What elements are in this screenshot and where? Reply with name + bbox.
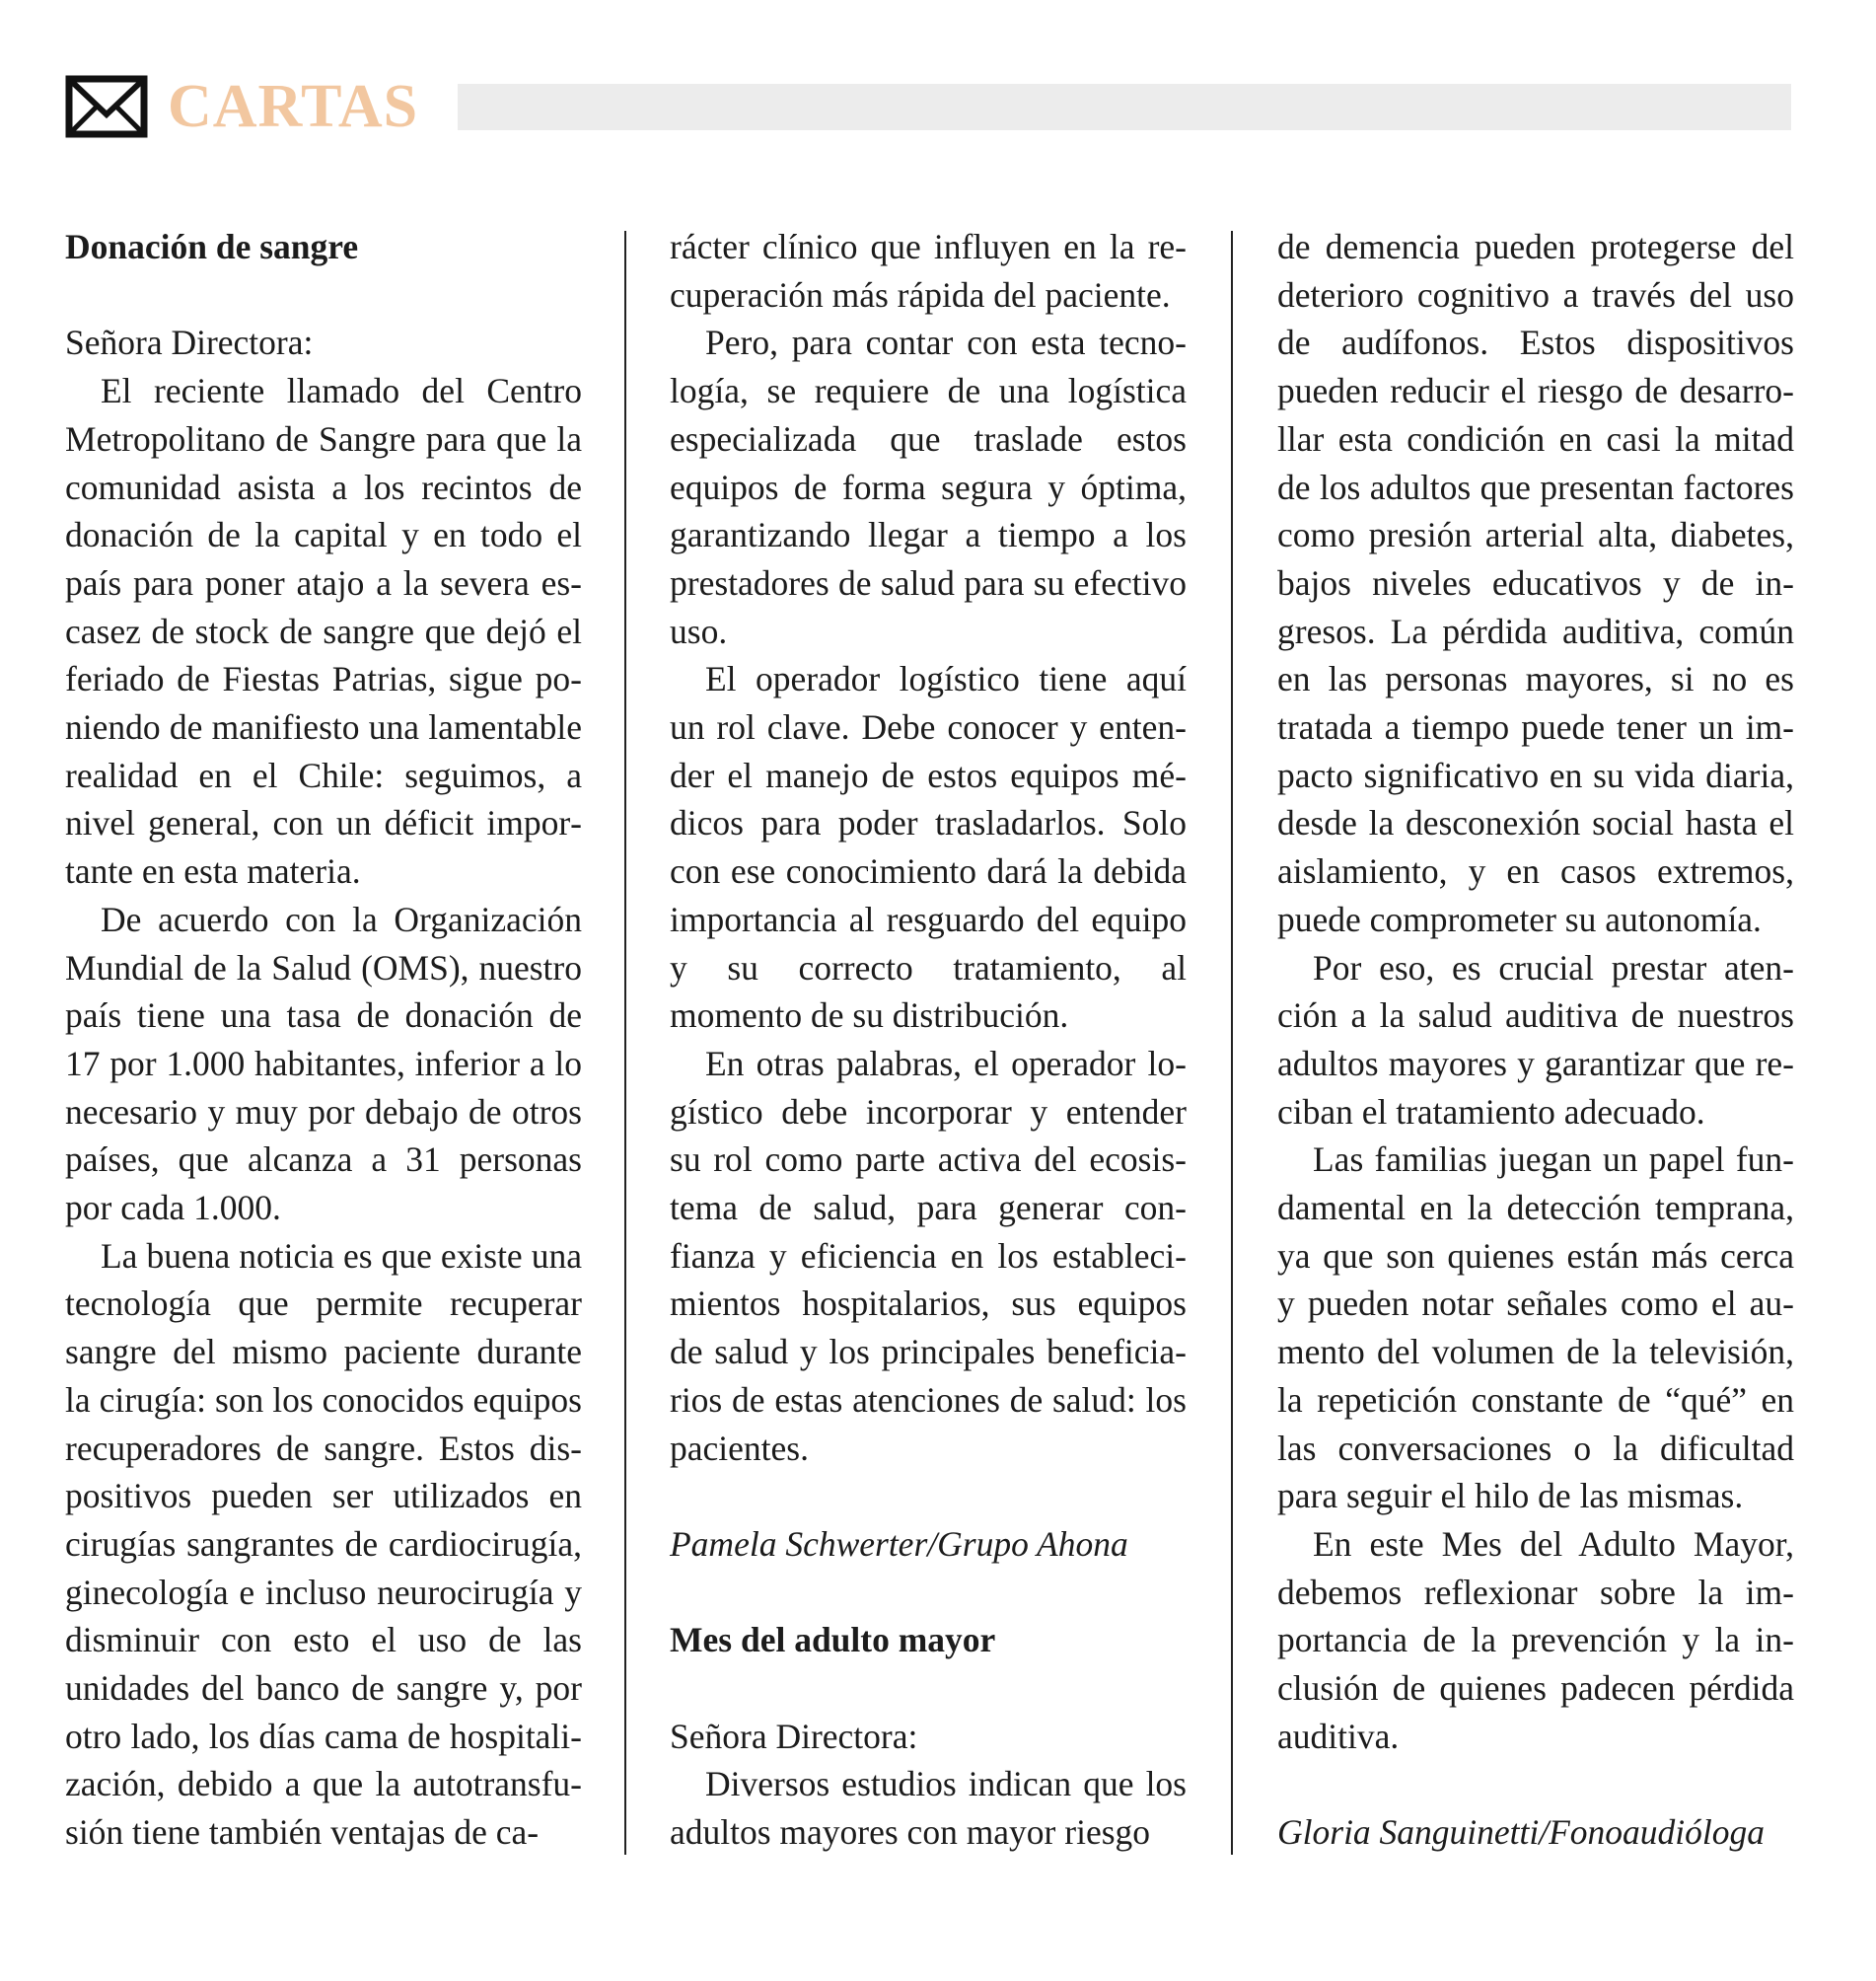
letter-paragraph: En otras palabras, el operador logístico debe incorporar y entender su rol como parte activa del ecosistema de salud, para generar confianza y eficiencia en los establecimientos hospitalarios, sus equipos de salud y los principales beneficiarios de estas atenciones de salud: los pacientes. [670, 1043, 1187, 1468]
letter-paragraph: En este Mes del Adulto Mayor, debemos reflexionar sobre la importancia de la prevención y la inclusión de quienes padecen pérdida auditiva. [1277, 1523, 1794, 1756]
letter-paragraph: de demencia pueden protegerse del deterioro cognitivo a través del uso de audífonos. Estos dispositivos pueden reducir el riesgo de desarrollar esta condición en casi la mitad de los adultos que presentan factores como presión arterial alta, diabetes, bajos niveles educativos y de ingresos. La pérdida auditiva, común en las personas mayores, si no es tratada a tiempo puede tener un impacto significativo en su vida diaria, desde la desconexión social hasta el aislamiento, y en casos extremos, puede comprometer su autonomía. [1277, 227, 1794, 939]
letter-paragraph: Las familias juegan un papel fundamental en la detección temprana, ya que son quienes están más cerca y pueden notar señales como el aumento del volumen de la televisión, la repetición constante de “qué” en las conversaciones o la dificultad para seguir el hilo de las mismas. [1277, 1139, 1794, 1516]
letter-paragraph: El operador logístico tiene aquí un rol clave. Debe conocer y entender el manejo de estos equipos médicos para poder trasladarlos. Solo con ese conocimiento dará la debida importancia al resguardo del equipo y su correcto tratamiento, al momento de su distribución. [670, 659, 1187, 1036]
letter-paragraph: Por eso, es crucial prestar atención a la salud auditiva de nuestros adultos mayores y garantizar que reciban el tratamiento adecuado. [1277, 947, 1794, 1132]
column-divider [624, 231, 626, 1855]
envelope-icon [65, 75, 148, 138]
letter-title: Donación de sangre [65, 227, 359, 266]
section-header [65, 75, 1791, 144]
column-1 [65, 223, 582, 1857]
letter-salutation: Señora Directora: [65, 323, 314, 363]
header-bar [458, 84, 1791, 130]
letter-paragraph: Diversos estudios indican que los adultos mayores con mayor riesgo [670, 1764, 1187, 1853]
letter-paragraph: La buena noticia es que existe una tecnología que permite recuperar sangre del mismo paciente durante la cirugía: son los conocidos equipos recuperadores de sangre. Estos dispositivos pueden ser utilizados en cirugías sangrantes de cardiocirugía, ginecología e incluso neurocirugía y disminuir con esto el uso de las unidades del banco de sangre y, por otro lado, los días cama de hospitalización, debido a que la autotransfusión tiene también ventajas de ca- [65, 1235, 582, 1853]
letter-paragraph: El reciente llamado del Centro Metropolitano de Sangre para que la comunidad asista a los recintos de donación de la capital y en todo el país para poner atajo a la severa escasez de stock de sangre que dejó el feriado de Fiestas Patrias, sigue poniendo de manifiesto una lamentable realidad en el Chile: seguimos, a nivel general, con un déficit importante en esta materia. [65, 371, 582, 892]
column-divider [1231, 231, 1233, 1855]
letter-paragraph: De acuerdo con la Organización Mundial de la Salud (OMS), nuestro país tiene una tasa de donación de 17 por 1.000 habitantes, inferior a lo necesario y muy por debajo de otros países, que alcanza a 31 personas por cada 1.000. [65, 899, 582, 1228]
column-2 [670, 223, 1187, 1857]
section-title: CARTAS [168, 73, 419, 140]
letter-salutation: Señora Directora: [670, 1716, 918, 1756]
letter-signature: Pamela Schwerter/Grupo Ahona [670, 1523, 1128, 1564]
letter-paragraph: Pero, para contar con esta tecnología, se requiere de una logística especializada que traslade estos equipos de forma segura y óptima, garantizando llegar a tiempo a los prestadores de salud para su efectivo uso. [670, 323, 1187, 651]
letter-title: Mes del adulto mayor [670, 1620, 996, 1660]
letter-signature: Gloria Sanguinetti/Fonoaudióloga [1277, 1812, 1766, 1853]
letter-paragraph: rácter clínico que influyen en la recuperación más rápida del paciente. [670, 227, 1187, 315]
column-3 [1277, 223, 1794, 1905]
